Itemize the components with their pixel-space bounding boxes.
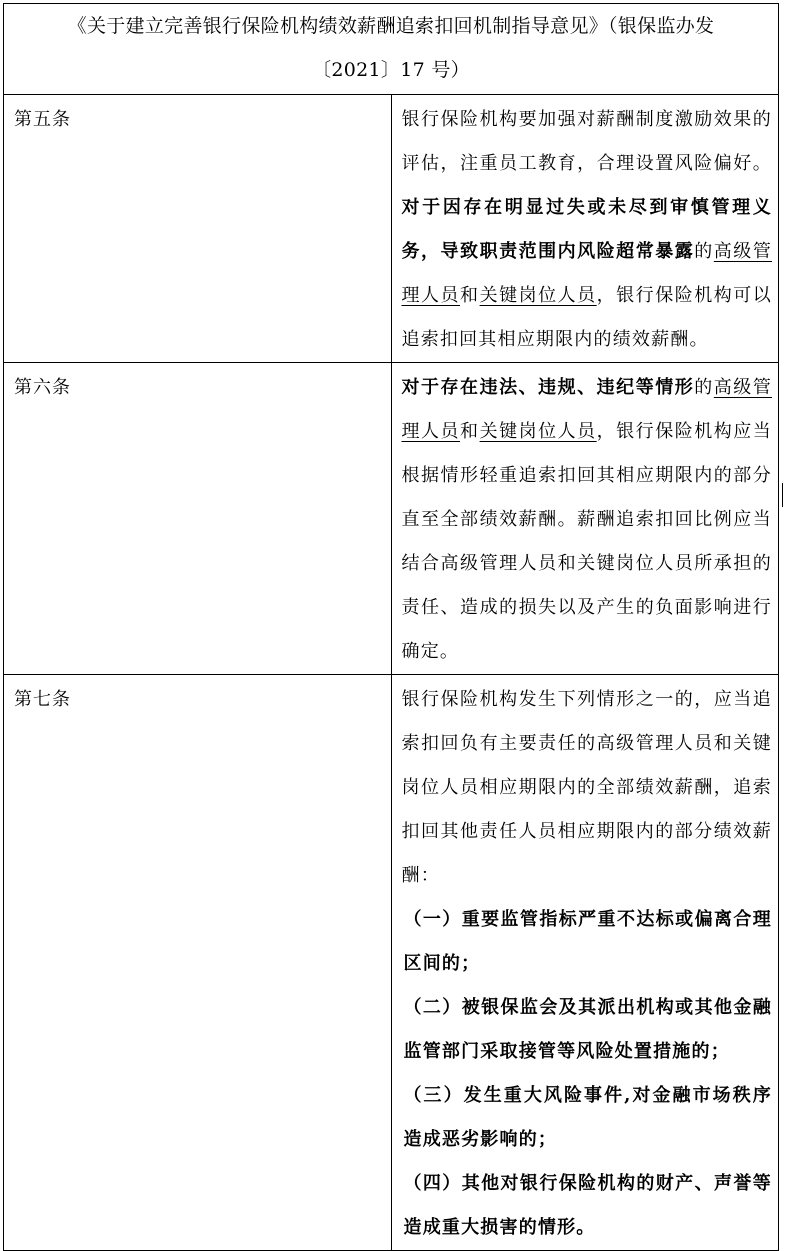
article-row-6 xyxy=(4,363,779,675)
article-content xyxy=(391,363,779,675)
article-content xyxy=(391,675,779,1251)
article-label: 第七条 xyxy=(4,675,392,1251)
segment-underline: 高级管理人员 xyxy=(401,377,773,442)
article-label: 第五条 xyxy=(4,95,392,363)
article-row-5 xyxy=(4,95,779,363)
edge-mark xyxy=(782,483,783,507)
segment-bold: 对于因存在明显过失或未尽到审慎管理义务，导致职责范围内风险超常暴露 xyxy=(401,197,772,262)
segment-underline: 关键岗位人员 xyxy=(479,285,597,306)
segment-text: ，银行保险机构应当根据情形轻重追索扣回其相应期限内的部分直至全部绩效薪酬。薪酬追索扣回比例应当结合高级管理人员和关键岗位人员所承担的责任、造成的损失以及产生的负面影响进行确定。 xyxy=(401,421,772,662)
segment-bold: 对于存在违法、违规、违纪等情形 xyxy=(401,377,695,398)
segment-text: 和 xyxy=(460,285,480,306)
article-intro: 银行保险机构发生下列情形之一的，应当追索扣回负有主要责任的高级管理人员和关键岗位人员相应期限内的全部绩效薪酬，追索扣回其他责任人员相应期限内的部分绩效薪酬： xyxy=(401,689,772,886)
segment-text: 银行保险机构要加强对薪酬制度激励效果的评估，注重员工教育，合理设置风险偏好。 xyxy=(401,109,772,174)
document-title xyxy=(4,4,779,95)
article-label: 第六条 xyxy=(4,363,392,675)
segment-underline: 高级管理人员 xyxy=(401,241,773,306)
list-item: （一）重要监管指标严重不达标或偏离合理区间的； xyxy=(403,909,772,974)
segment-text: 和 xyxy=(460,421,480,442)
article-row-7 xyxy=(4,675,779,1251)
title-line-2: 〔2021〕17 号） xyxy=(312,59,470,81)
article-content xyxy=(391,95,779,363)
title-line-1: 《关于建立完善银行保险机构绩效薪酬追索扣回机制指导意见》（银保监办发 xyxy=(67,15,715,37)
list-item: （三）发生重大风险事件,对金融市场秩序造成恶劣影响的； xyxy=(403,1085,772,1150)
segment-text: ，银行保险机构可以追索扣回其相应期限内的绩效薪酬。 xyxy=(401,285,772,350)
list-item: （四）其他对银行保险机构的财产、声誉等造成重大损害的情形。 xyxy=(403,1173,772,1238)
segment-text: 的 xyxy=(694,241,714,262)
title-row xyxy=(4,4,779,95)
regulation-table xyxy=(3,3,779,1251)
segment-underline: 关键岗位人员 xyxy=(479,421,597,442)
segment-text: 的 xyxy=(694,377,714,398)
list-item: （二）被银保监会及其派出机构或其他金融监管部门采取接管等风险处置措施的； xyxy=(403,997,772,1062)
